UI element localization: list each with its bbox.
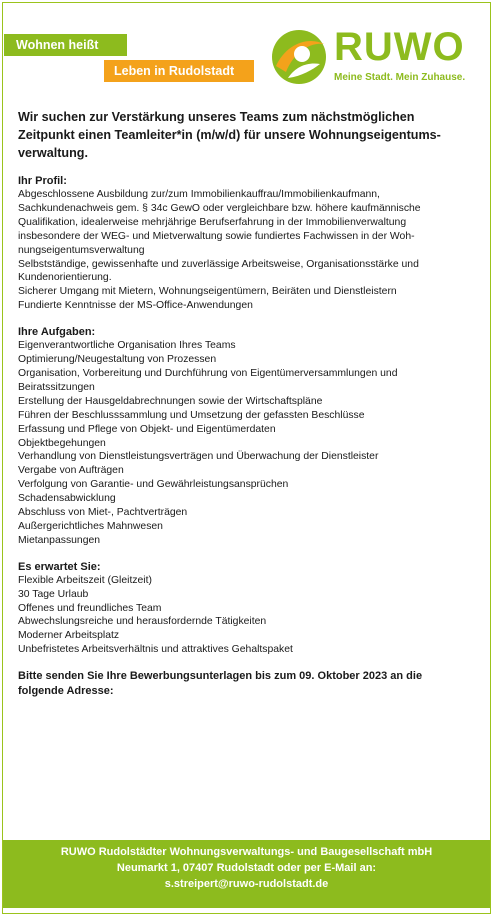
headline-line: Wir suchen zur Verstärkung unseres Teams zum nächstmöglichen — [18, 110, 415, 124]
list-item: Außergerichtliches Mahnwesen — [18, 520, 163, 532]
list-item: Kundenorientierung. — [18, 272, 112, 284]
list-item: Sachkundenachweis gem. § 34c GewO oder vergleichbare bzw. höhere kaufmännische — [18, 202, 421, 214]
logo-claim: Meine Stadt. Mein Zuhause. — [334, 72, 466, 83]
list-item: Verfolgung von Garantie- und Gewährleistungsansprüchen — [18, 479, 289, 491]
section-title: Es erwartet Sie: — [18, 560, 101, 573]
ruwo-logo — [268, 24, 478, 92]
ad-body — [18, 108, 476, 699]
section-offer — [18, 560, 476, 657]
company-name: RUWO Rudolstädter Wohnungsverwaltungs- und Baugesellschaft mbH — [60, 846, 433, 858]
contact-email-link[interactable]: s.streipert@ruwo-rudolstadt.de — [164, 878, 329, 890]
slogan-badge-green: Wohnen heißt — [4, 34, 127, 56]
headline-line: verwaltung. — [18, 146, 88, 160]
list-item: insbesondere der WEG- und Mietverwaltung sowie fundiertes Fachwissen in der Woh- — [18, 230, 415, 242]
list-item: Abgeschlossene Ausbildung zur/zum Immobilienkauffrau/Immobilienkaufmann, — [18, 189, 380, 200]
application-call-to-action — [18, 669, 476, 699]
list-item: Erstellung der Hausgeldabrechnungen sowie der Wirtschaftspläne — [18, 395, 323, 407]
ruwo-logo-mark-icon — [268, 26, 330, 88]
list-item: Moderner Arbeitsplatz — [18, 630, 120, 642]
list-item: 30 Tage Urlaub — [18, 588, 89, 600]
list-item: Abwechslungsreiche und herausfordernde Tätigkeiten — [18, 616, 267, 628]
list-item: Objektbegehungen — [18, 437, 106, 449]
headline — [18, 108, 476, 162]
list-item: Optimierung/Neugestaltung von Prozessen — [18, 354, 217, 366]
list-item: Sicherer Umgang mit Mietern, Wohnungseigentümern, Beiräten und Dienstleistern — [18, 286, 397, 298]
list-item: Selbstständige, gewissenhafte und zuverlässige Arbeitsweise, Organisationsstärke und — [18, 258, 419, 270]
list-item: Qualifikation, idealerweise mehrjährige Berufserfahrung in der Immobilienverwaltung — [18, 216, 407, 228]
list-item: Führen der Beschlusssammlung und Umsetzung der gefassten Beschlüsse — [18, 409, 365, 421]
list-item: Erfassung und Pflege von Objekt- und Eigentümerdaten — [18, 423, 276, 435]
list-item: Beiratssitzungen — [18, 381, 95, 393]
headline-line: Zeitpunkt einen Teamleiter*in (m/w/d) für unsere Wohnungseigentums- — [18, 128, 441, 142]
section-title: Ihr Profil: — [18, 175, 67, 187]
slogan-badge-orange: Leben in Rudolstadt — [104, 60, 254, 82]
list-item: Flexible Arbeitszeit (Gleitzeit) — [18, 574, 152, 586]
cta-line: folgende Adresse: — [18, 685, 114, 698]
list-item: Abschluss von Miet-, Pachtverträgen — [18, 507, 188, 519]
list-item: Offenes und freundliches Team — [18, 602, 162, 614]
section-title: Ihre Aufgaben: — [18, 326, 96, 339]
list-item: Schadensabwicklung — [18, 493, 116, 505]
section-tasks — [18, 325, 476, 548]
contact-footer — [3, 840, 490, 908]
list-item: Eigenverantwortliche Organisation Ihres Teams — [18, 340, 236, 352]
company-address: Neumarkt 1, 07407 Rudolstadt oder per E-Mail an: — [116, 862, 377, 874]
list-item: Verhandlung von Dienstleistungsverträgen und Überwachung der Dienstleister — [18, 451, 379, 463]
cta-line: Bitte senden Sie Ihre Bewerbungsunterlagen bis zum 09. Oktober 2023 an die — [18, 670, 423, 683]
section-profile — [18, 174, 476, 313]
list-item: Mietanpassungen — [18, 534, 101, 546]
list-item: Unbefristetes Arbeitsverhältnis und attraktives Gehaltspaket — [18, 644, 293, 656]
list-item: Organisation, Vorbereitung und Durchführung von Eigentümerversammlungen und — [18, 367, 398, 379]
logo-wordmark: RUWO — [334, 25, 465, 69]
list-item: Vergabe von Aufträgen — [18, 465, 124, 477]
list-item: nungseigentumsverwaltung — [18, 244, 145, 256]
list-item: Fundierte Kenntnisse der MS-Office-Anwendungen — [18, 300, 253, 312]
